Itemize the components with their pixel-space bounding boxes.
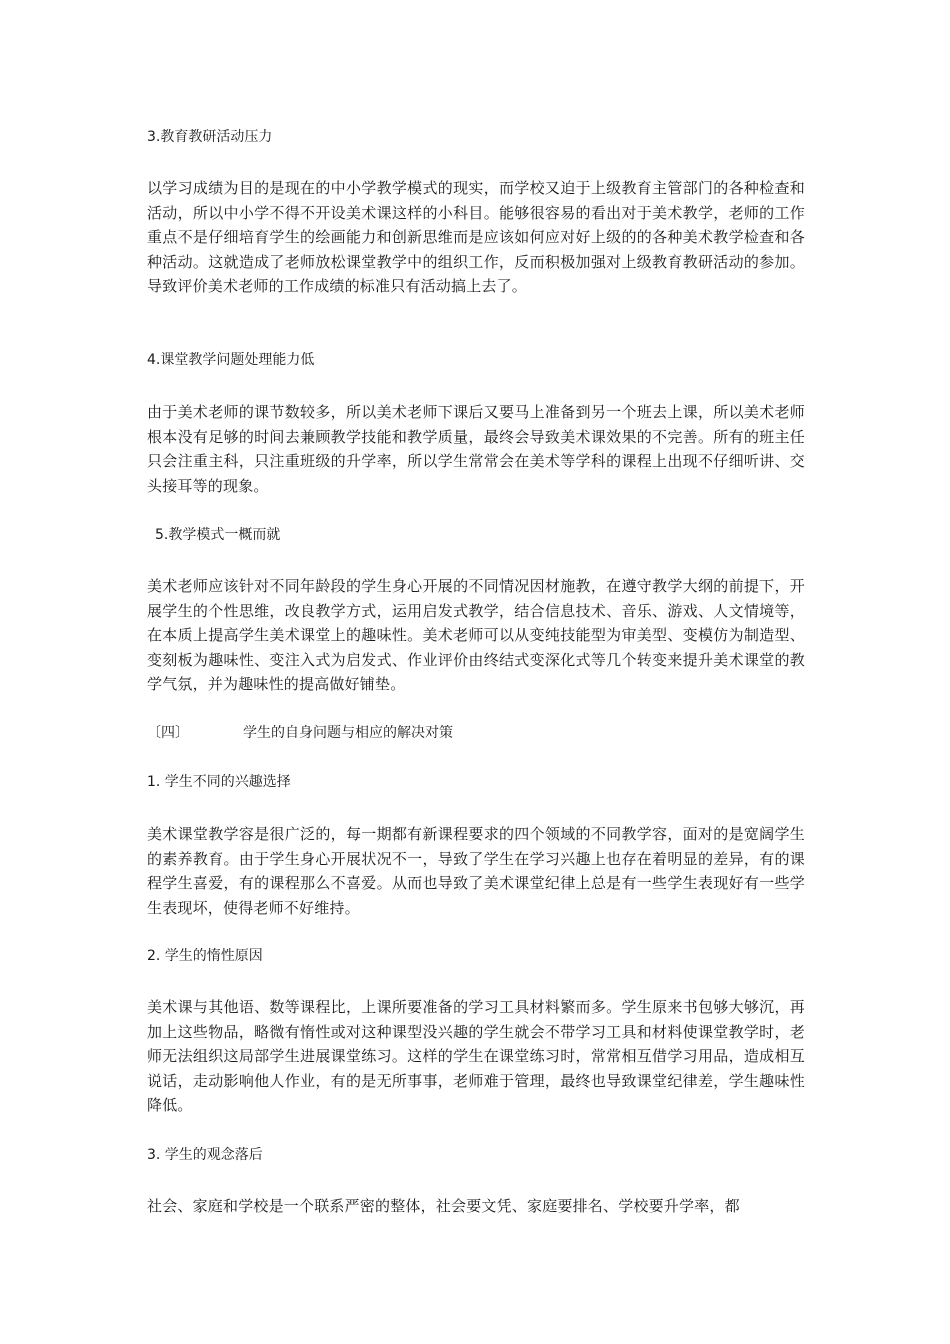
- paragraph-outdated-concepts: 社会、家庭和学校是一个联系严密的整体，社会要文凭、家庭要排名、学校要升学率，都: [147, 1197, 740, 1215]
- section-heading-4-classroom-problem-handling: 4.课堂教学问题处理能力低: [147, 352, 315, 368]
- subsection-heading-4-student-issues: [147, 723, 805, 743]
- paragraph-uniform-teaching-mode: 美术老师应该针对不同年龄段的学生身心开展的不同情况因材施教，在遵守教学大纲的前提下，开展学生的个性思维，改良教学方式，运用启发式教学，结合信息技术、音乐、游戏、人文情境等，在本质上提高学生美术课堂上的趣味性。美术老师可以从变纯技能型为审美型、变模仿为制造型、变刻板为趣味性、变注入式为启发式、作业评价由终结式变深化式等几个转变来提升美术课堂的教学气氛，并为趣味性的提高做好铺垫。: [147, 577, 805, 693]
- section-heading-3-teaching-research-pressure: 3.教育教研活动压力: [147, 129, 273, 145]
- paragraph-classroom-problem-handling: 由于美术老师的课节数较多，所以美术老师下课后又要马上准备到另一个班去上课，所以美术老师根本没有足够的时间去兼顾教学技能和教学质量，最终会导致美术课效果的不完善。所有的班主任只会注重主科，只注重班级的升学率，所以学生常常会在美术等学科的课程上出现不仔细听讲、交头接耳等的现象。: [147, 403, 805, 495]
- section-heading-3-outdated-concepts: 3. 学生的观念落后: [147, 1147, 263, 1163]
- subsection-number: 〔四〕: [147, 725, 189, 741]
- section-heading-1-different-interests: 1. 学生不同的兴趣选择: [147, 774, 291, 790]
- section-heading-2-student-inertia: 2. 学生的惰性原因: [147, 948, 263, 964]
- section-heading-5-uniform-teaching-mode: 5.教学模式一概而就: [155, 527, 281, 543]
- paragraph-student-inertia: 美术课与其他语、数等课程比，上课所要准备的学习工具材料繁而多。学生原来书包够大够沉，再加上这些物品，略微有惰性或对这种课型没兴趣的学生就会不带学习工具和材料使课堂教学时，老师无法组织这局部学生进展课堂练习。这样的学生在课堂练习时，常常相互借学习用品，造成相互说话，走动影响他人作业，有的是无所事事，老师难于管理，最终也导致课堂纪律差，学生趣味性降低。: [147, 998, 805, 1114]
- subsection-title: 学生的自身问题与相应的解决对策: [243, 725, 453, 741]
- paragraph-different-interests: 美术课堂教学容是很广泛的，每一期都有新课程要求的四个领域的不同教学容，面对的是宽阔学生的素养教育。由于学生身心开展状况不一，导致了学生在学习兴趣上也存在着明显的差异，有的课程学生喜爱，有的课程那么不喜爱。从而也导致了美术课堂纪律上总是有一些学生表现好有一些学生表现坏，使得老师不好维持。: [147, 825, 805, 917]
- paragraph-research-pressure: 以学习成绩为目的是现在的中小学教学模式的现实，而学校又迫于上级教育主管部门的各种检查和活动，所以中小学不得不开设美术课这样的小科目。能够很容易的看出对于美术教学，老师的工作重点不是仔细培育学生的绘画能力和创新思维而是应该如何应对好上级的的各种美术教学检查和各种活动。这就造成了老师放松课堂教学中的组织工作，反而积极加强对上级教育教研活动的参加。导致评价美术老师的工作成绩的标准只有活动搞上去了。: [147, 179, 805, 295]
